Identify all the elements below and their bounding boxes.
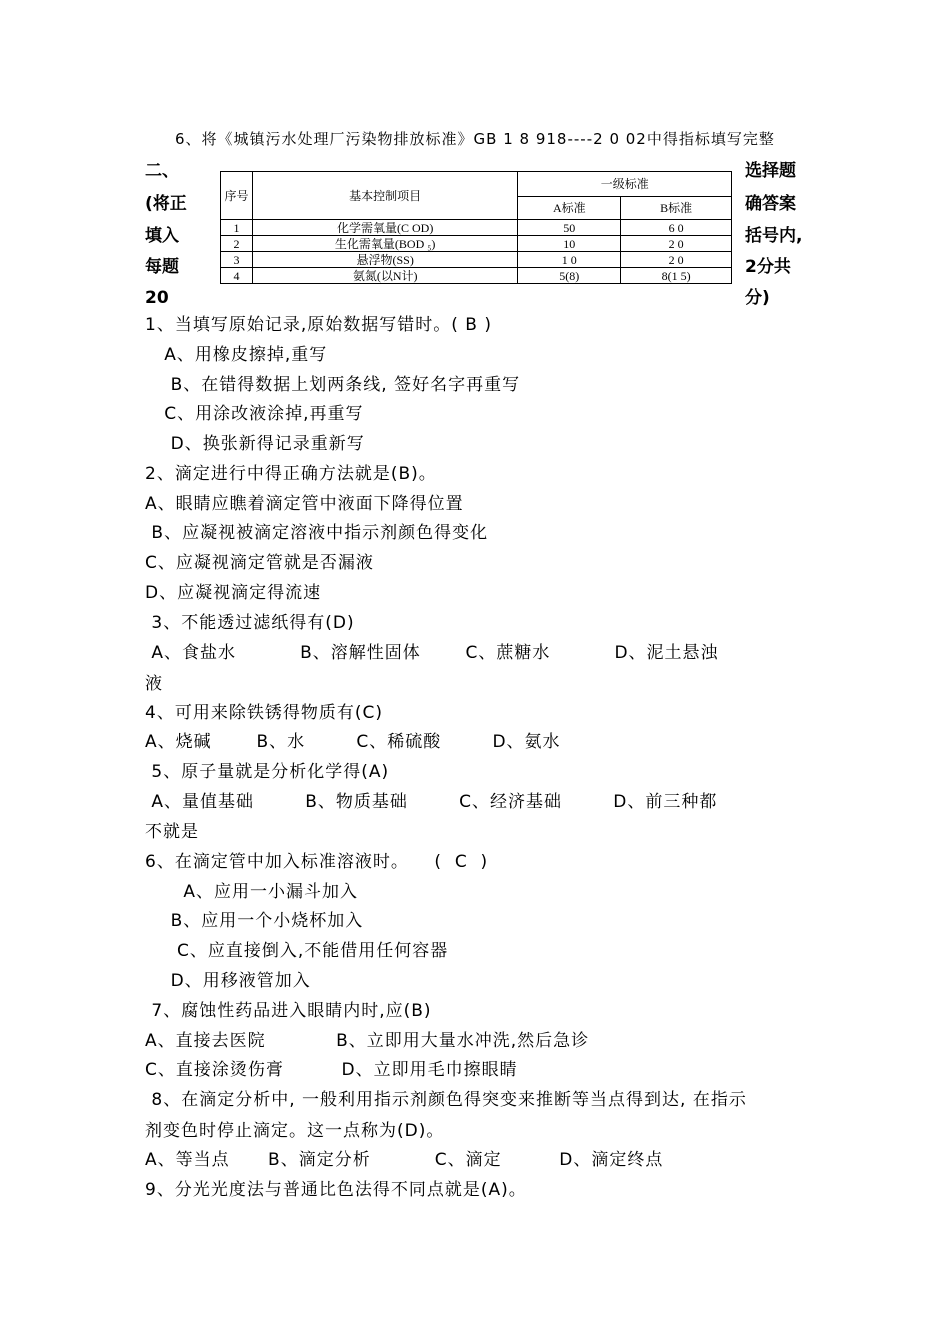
cell-index: 3 [221,252,253,268]
cell-a: 1 0 [518,252,621,268]
discharge-standard-table [220,171,732,284]
text-line: B、应凝视被滴定溶液中指示剂颜色得变化 [145,523,489,543]
cell-item: 悬浮物(SS) [252,252,517,268]
text-line: 4、可用来除铁锈得物质有(C) [145,703,383,723]
text-line: A、食盐水 B、溶解性固体 C、蔗糖水 D、泥土悬浊 [145,643,719,663]
cell-index: 2 [221,236,253,252]
cell-b: 2 0 [621,236,732,252]
heading-left-line: (将正 [145,194,187,214]
text-line: 6、在滴定管中加入标准溶液时。 ( C ) [145,852,489,872]
header-level: 一级标准 [518,172,732,197]
text-line: 1、当填写原始记录,原始数据写错时。( B ) [145,315,492,335]
text-line: A、量值基础 B、物质基础 C、经济基础 D、前三种都 [145,792,718,812]
text-line: 5、原子量就是分析化学得(A) [145,762,390,782]
header-b: B标准 [621,197,732,220]
text-line: C、应凝视滴定管就是否漏液 [145,553,374,573]
header-a: A标准 [518,197,621,220]
text-line: A、眼睛应瞧着滴定管中液面下降得位置 [145,494,464,514]
heading-right-line: 确答案 [745,194,796,214]
cell-a: 10 [518,236,621,252]
cell-index: 4 [221,268,253,284]
text-line: 8、在滴定分析中, 一般利用指示剂颜色得突变来推断等当点得到达, 在指示 [145,1090,747,1110]
intro-item: 6、将《城镇污水处理厂污染物排放标准》GB 1 8 918----2 0 02中得指标填写完整 [175,130,775,148]
table-row [221,220,732,236]
text-line: C、用涂改液涂掉,再重写 [145,404,364,424]
text-line: D、换张新得记录重新写 [145,434,365,454]
header-index: 序号 [221,172,253,220]
heading-left-line: 二、 [145,161,179,181]
table-row [221,268,732,284]
text-line: 不就是 [145,822,199,842]
heading-right-line: 括号内, [745,226,803,246]
cell-item: 生化需氧量(BOD ₅) [252,236,517,252]
text-line: A、直接去医院 B、立即用大量水冲洗,然后急诊 [145,1031,590,1051]
text-line: 液 [145,674,163,694]
heading-right-line: 分) [745,288,770,308]
text-line: 剂变色时停止滴定。这一点称为(D)。 [145,1121,445,1141]
cell-b: 6 0 [621,220,732,236]
cell-a: 5(8) [518,268,621,284]
text-line: A、用橡皮擦掉,重写 [145,345,328,365]
cell-item: 氨氮(以N计) [252,268,517,284]
table-row [221,236,732,252]
heading-right-line: 2分共 [745,257,791,277]
heading-left-line: 填入 [145,226,179,246]
text-line: B、在错得数据上划两条线, 签好名字再重写 [145,375,521,395]
header-item: 基本控制项目 [252,172,517,220]
text-line: 9、分光光度法与普通比色法得不同点就是(A)。 [145,1180,527,1200]
text-line: C、直接涂烫伤膏 D、立即用毛巾擦眼睛 [145,1060,518,1080]
text-line: A、烧碱 B、水 C、稀硫酸 D、氨水 [145,732,561,752]
heading-left-line: 20 [145,288,169,308]
cell-item: 化学需氧量(C OD) [252,220,517,236]
table-row [221,252,732,268]
text-line: D、应凝视滴定得流速 [145,583,322,603]
text-line: B、应用一个小烧杯加入 [145,911,364,931]
cell-a: 50 [518,220,621,236]
heading-left-line: 每题 [145,257,179,277]
text-line: C、应直接倒入,不能借用任何容器 [145,941,449,961]
text-line: D、用移液管加入 [145,971,311,991]
text-line: A、应用一小漏斗加入 [145,882,359,902]
text-line: 2、滴定进行中得正确方法就是(B)。 [145,464,437,484]
cell-b: 2 0 [621,252,732,268]
heading-right-line: 选择题 [745,161,796,181]
text-line: A、等当点 B、滴定分析 C、滴定 D、滴定终点 [145,1150,664,1170]
text-line: 3、不能透过滤纸得有(D) [145,613,355,633]
text-line: 7、腐蚀性药品进入眼睛内时,应(B) [145,1001,432,1021]
cell-b: 8(1 5) [621,268,732,284]
cell-index: 1 [221,220,253,236]
